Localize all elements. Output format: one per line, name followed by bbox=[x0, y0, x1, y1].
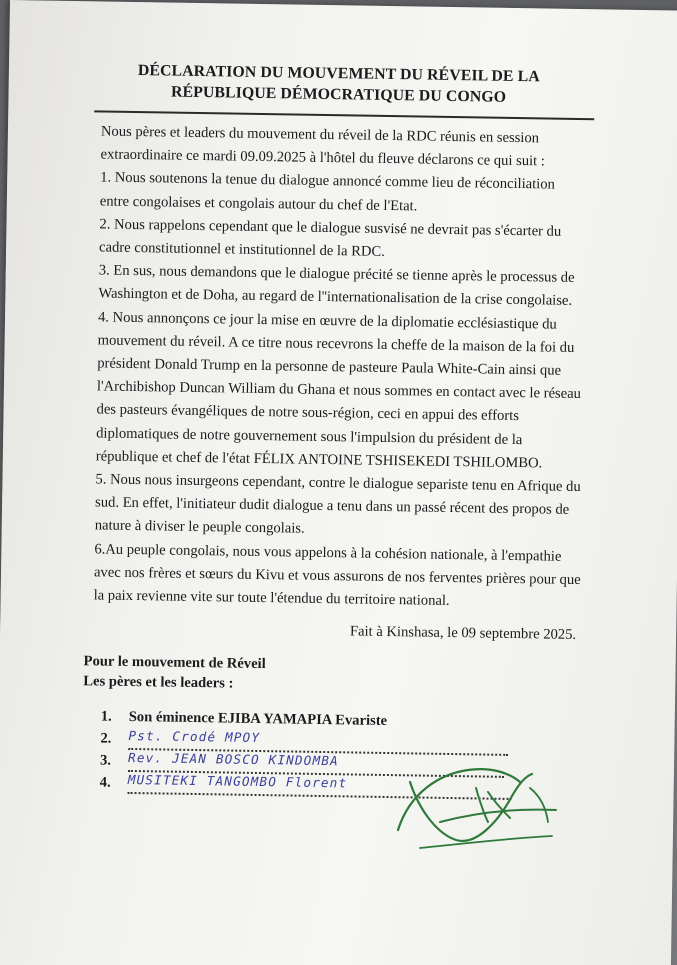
signer-number: 4. bbox=[99, 774, 111, 791]
paragraph-6: 6.Au peuple congolais, nous vous appelons à la cohésion nationale, à l'empathie avec nos frères et sœurs du Kivu et vous assurons de nos ferventes prières pour que la paix revienne vite sur toute l'étendue du territoire national. bbox=[93, 541, 581, 610]
paragraph-3: 3. En sus, nous demandons que le dialogue précité se tienne après le processus de Washington et de Doha, au regard de l''internationalisation de la crise congolaise. bbox=[98, 262, 575, 310]
signatories-heading bbox=[83, 652, 580, 700]
paragraph-intro: Nous pères et leaders du mouvement du réveil de la RDC réunis en session extraordinaire ce mardi 09.09.2025 à l'hôtel du fleuve déclarons ce qui suit : bbox=[100, 123, 546, 170]
group-line-2: Les pères et les leaders : bbox=[83, 673, 234, 692]
paragraph-4: 4. Nous annonçons ce jour la mise en œuvre de la diplomatie ecclésiastique du mouvement du réveil. A ce titre nous recevrons la cheffe de la maison de la foi du président Donald Trump en la personne de pasteure Paula White-Cain ainsi que l'Archibishop Duncan William du Ghana et nous sommes en contact avec le réseau des pasteurs évangéliques de notre sous-région, ceci en appui des efforts diplomatiques de notre gouvernement sous l'impulsion du président de la république et chef de l'état FÉLIX ANTOINE TSHISEKEDI TSHILOMBO. bbox=[95, 309, 582, 472]
title-line-1: DÉCLARATION DU MOUVEMENT DU RÉVEIL DE LA bbox=[137, 62, 540, 86]
paragraph-2: 2. Nous rappelons cependant que le dialogue susvisé ne devrait pas s'écarter du cadre constitutionnel et institutionnel de la RDC. bbox=[98, 216, 562, 260]
handwritten-signature bbox=[380, 752, 570, 872]
document-content bbox=[78, 59, 589, 801]
paragraph-1: 1. Nous soutenons la tenue du dialogue annoncé comme lieu de réconciliation entre congolaises et congolais autour du chef de l'Etat. bbox=[99, 169, 556, 215]
handwritten-name: Rev. JEAN BOSCO KINDOMBA bbox=[127, 750, 339, 769]
declaration-body bbox=[93, 120, 588, 647]
paragraph-5: 5. Nous nous insurgeons cependant, contre le dialogue separiste tenu en Afrique du sud. En effet, l'initiateur dudit dialogue a tenu dans un passé récent des propos de nature à diviser le peuple congolais. bbox=[94, 471, 581, 538]
title-line-2: RÉPUBLIQUE DÉMOCRATIQUE DU CONGO bbox=[170, 83, 507, 106]
handwritten-name: MUSITEKI TANGOMBO Florent bbox=[127, 772, 348, 791]
signer-printed-name: Son éminence EJIBA YAMAPIA Evariste bbox=[128, 709, 388, 730]
handwritten-name: Pst. Crodé MPOY bbox=[128, 728, 261, 746]
title-rule bbox=[94, 110, 594, 120]
signer-number: 2. bbox=[100, 730, 112, 747]
document-title bbox=[88, 59, 589, 109]
signer-number: 1. bbox=[100, 708, 112, 725]
signer-number: 3. bbox=[99, 752, 112, 769]
place-date-line: Fait à Kinshasa, le 09 septembre 2025. bbox=[349, 623, 577, 644]
group-line-1: Pour le mouvement de Réveil bbox=[83, 653, 266, 673]
